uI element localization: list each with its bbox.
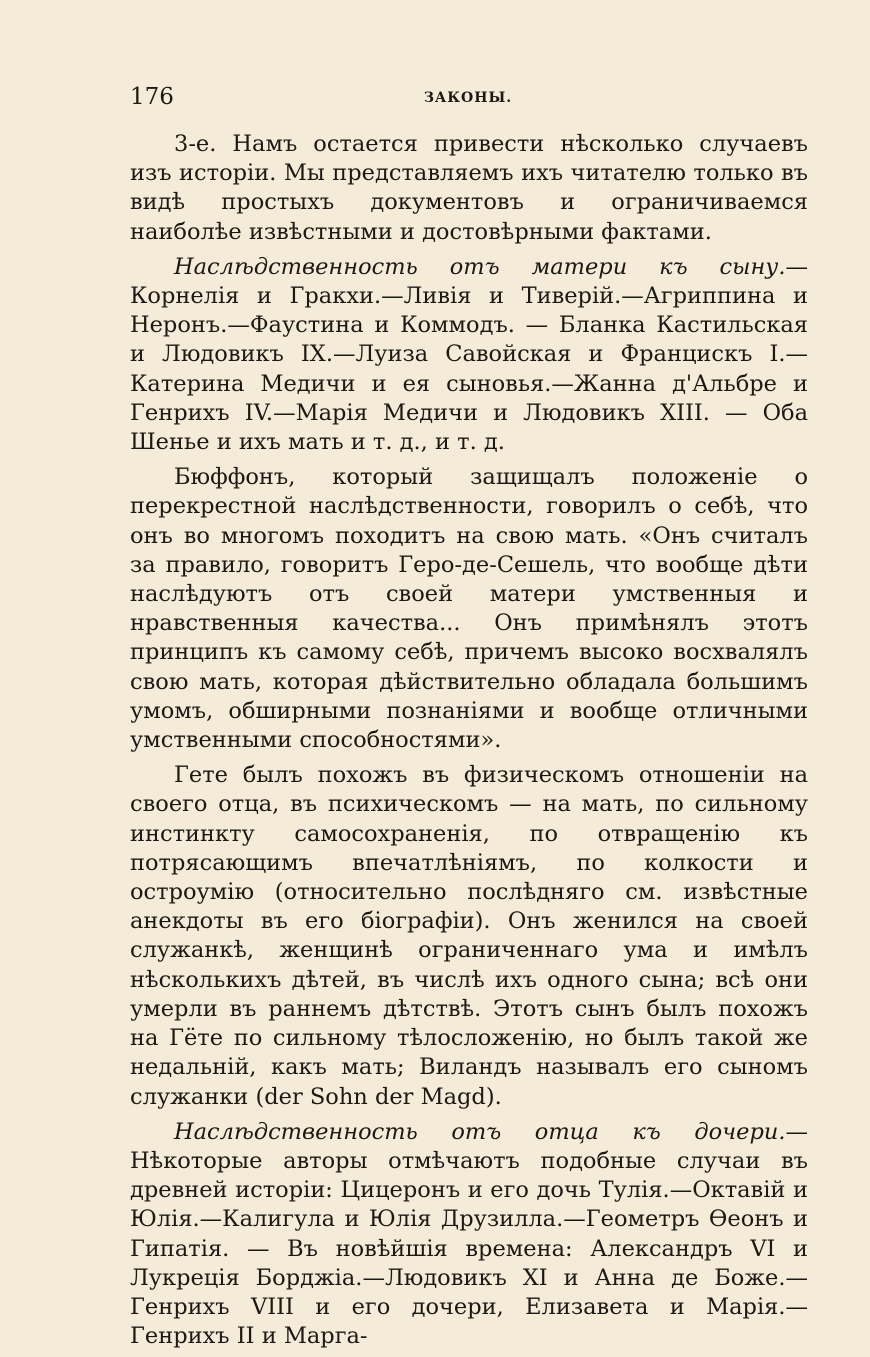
paragraph-text: Бюффонъ, который защищалъ положеніе о перекрестной наслѣдственности, говорилъ о себѣ, что онъ во многомъ походитъ на свою мать. «Онъ считалъ за правило, говоритъ Геро-де-Сешель, что вообще дѣти наслѣдуютъ отъ своей матери умственныя и нравственныя качества... Онъ примѣнялъ этотъ принципъ къ самому себѣ, причемъ высоко восхвалялъ свою мать, которая дѣйствительно обладала большимъ умомъ, обширными познаніями и вообще отличными умственными способностями». [130, 464, 808, 754]
paragraph-text: —Нѣкоторые авторы отмѣчаютъ подобные случаи въ древней исторіи: Цицеронъ и его дочь Тулія.—Октавій и Юлія.—Калигула и Юлія Друзилла.—Геометръ Ѳеонъ и Гипатія. — Въ новѣйшія времена: Александръ VI и Лукреція Борджіа.—Людовикъ XI и Анна де Боже.—Генрихъ VIII и его дочери, Елизавета и Марія.—Генрихъ II и Марга- [130, 1118, 808, 1350]
page-header [130, 84, 806, 114]
page-body [130, 130, 808, 1357]
page-number: 176 [130, 84, 174, 110]
running-head: ЗАКОНЫ. [423, 90, 513, 106]
paragraph [130, 463, 808, 755]
paragraph [130, 1118, 808, 1352]
paragraph [130, 130, 808, 247]
paragraph-text: 3-е. Намъ остается привести нѣсколько случаевъ изъ исторіи. Мы представляемъ ихъ читателю только въ видѣ простыхъ документовъ и ограничиваемся наиболѣе извѣстными и достовѣрными фактами. [130, 131, 808, 245]
paragraph-text: —Корнелія и Гракхи.—Ливія и Тиверій.—Агриппина и Неронъ.—Фаустина и Коммодъ. — Бланка Кастильская и Людовикъ IX.—Луиза Савойская и Францискъ I.—Катерина Медичи и ея сыновья.—Жанна д'Альбре и Генрихъ IV.—Марія Медичи и Людовикъ XIII. — Оба Шенье и ихъ мать и т. д., и т. д. [130, 253, 808, 456]
paragraph [130, 253, 808, 457]
italic-lead: Наслѣдственность отъ отца къ дочери. [174, 1118, 786, 1145]
paragraph [130, 761, 808, 1111]
paragraph-text: Гете былъ похожъ въ физическомъ отношеніи на своего отца, въ психическомъ — на мать, по сильному инстинкту самосохраненія, по отвращенію къ потрясающимъ впечатлѣніямъ, по колкости и остроумію (относительно послѣдняго см. извѣстные анекдоты въ его біографіи). Онъ женился на своей служанкѣ, женщинѣ ограниченнаго ума и имѣлъ нѣсколькихъ дѣтей, въ числѣ ихъ одного сына; всѣ они умерли въ раннемъ дѣтствѣ. Этотъ сынъ былъ похожъ на Гёте по сильному тѣлосложенію, но былъ такой же недальній, какъ мать; Виландъ называлъ его сыномъ служанки (der Sohn der Magd). [130, 762, 808, 1110]
italic-lead: Наслѣдственность отъ матери къ сыну. [174, 253, 786, 280]
